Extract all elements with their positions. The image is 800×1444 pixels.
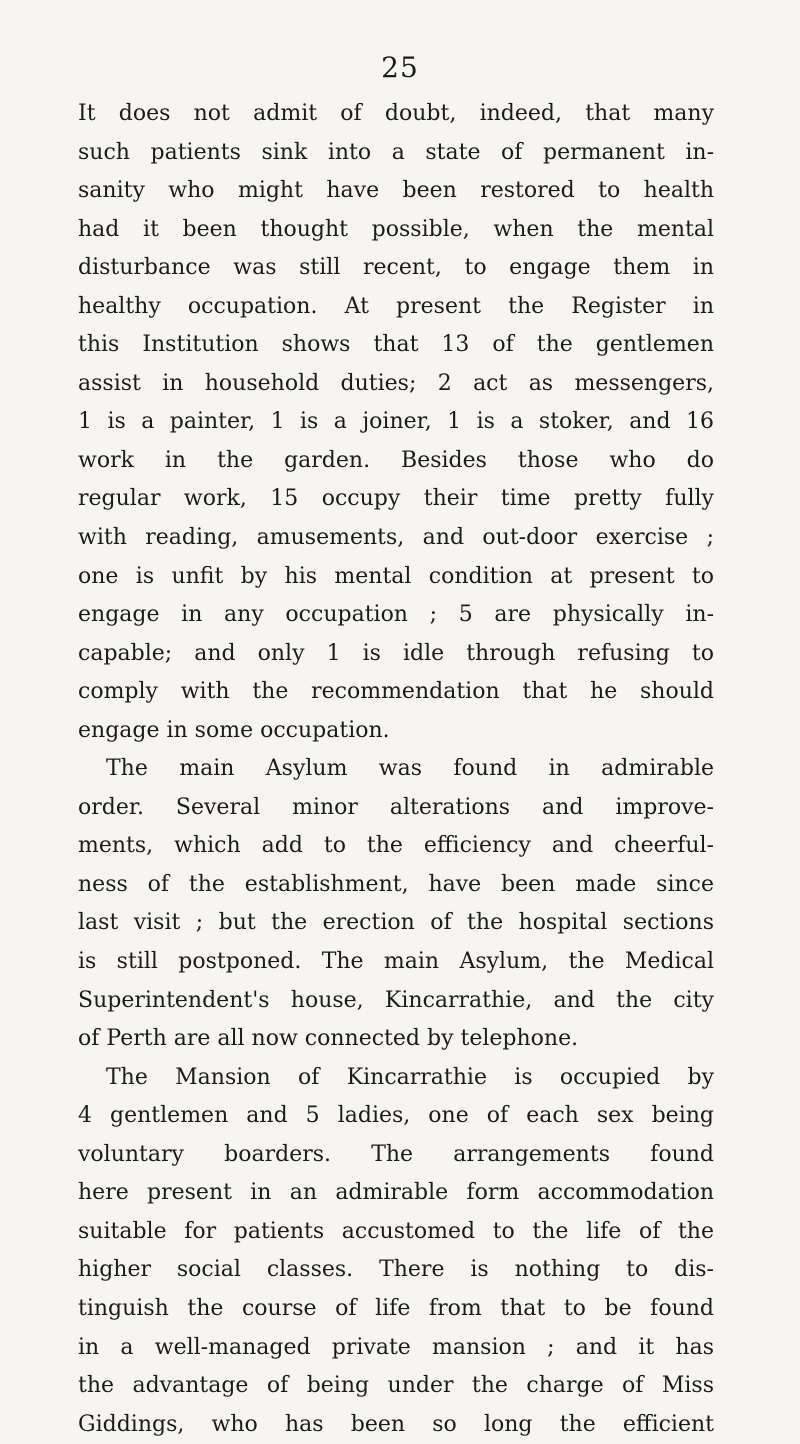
text-line: one is unfit by his mental condition at present to: [78, 563, 714, 589]
text-line: assist in household duties; 2 act as messengers,: [78, 370, 714, 396]
text-line: comply with the recommendation that he should: [78, 679, 714, 705]
text-line: 1 is a painter, 1 is a joiner, 1 is a stoker, and 16: [78, 409, 714, 435]
text-line: of Perth are all now connected by telephone.: [78, 1026, 579, 1052]
text-line: with reading, amusements, and out-door exercise ;: [78, 525, 714, 551]
text-line: regular work, 15 occupy their time pretty fully: [78, 486, 714, 512]
text-line: Giddings, who has been so long the efficient: [78, 1411, 714, 1437]
text-line: engage in some occupation.: [78, 717, 390, 743]
text-line: work in the garden. Besides those who do: [78, 447, 714, 473]
text-line: capable; and only 1 is idle through refusing to: [78, 640, 714, 666]
text-line: in a well-managed private mansion ; and it has: [78, 1334, 714, 1360]
text-line: tinguish the course of life from that to be found: [78, 1295, 714, 1321]
text-line: order. Several minor alterations and improve-: [78, 794, 714, 820]
body-text: [78, 95, 714, 1444]
text-line: had it been thought possible, when the mental: [78, 216, 714, 242]
page-number: 25: [381, 51, 419, 84]
text-line: engage in any occupation ; 5 are physically in-: [78, 602, 714, 628]
text-line: It does not admit of doubt, indeed, that many: [78, 101, 714, 126]
text-line: ness of the establishment, have been made since: [78, 871, 714, 897]
text-line: is still postponed. The main Asylum, the Medical: [78, 949, 714, 975]
text-line: last visit ; but the erection of the hospital sections: [78, 910, 714, 936]
text-line: this Institution shows that 13 of the gentlemen: [78, 332, 714, 358]
text-line: suitable for patients accustomed to the life of the: [78, 1218, 714, 1244]
text-line: higher social classes. There is nothing to dis-: [78, 1257, 714, 1283]
text-line: here present in an admirable form accommodation: [78, 1180, 714, 1206]
text-line: disturbance was still recent, to engage them in: [78, 255, 714, 281]
text-line: 4 gentlemen and 5 ladies, one of each sex being: [78, 1103, 714, 1129]
text-line: sanity who might have been restored to health: [78, 178, 714, 204]
paragraph-start-line: The main Asylum was found in admirable: [106, 756, 714, 782]
text-line: healthy occupation. At present the Register in: [78, 293, 714, 319]
text-line: ments, which add to the efficiency and cheerful-: [78, 833, 714, 859]
text-line: the advantage of being under the charge of Miss: [78, 1373, 714, 1399]
text-line: Superintendent's house, Kincarrathie, and the city: [78, 987, 714, 1013]
text-line: such patients sink into a state of permanent in-: [78, 139, 714, 165]
text-line: voluntary boarders. The arrangements found: [78, 1141, 714, 1167]
paragraph-start-line: The Mansion of Kincarrathie is occupied by: [106, 1064, 714, 1090]
